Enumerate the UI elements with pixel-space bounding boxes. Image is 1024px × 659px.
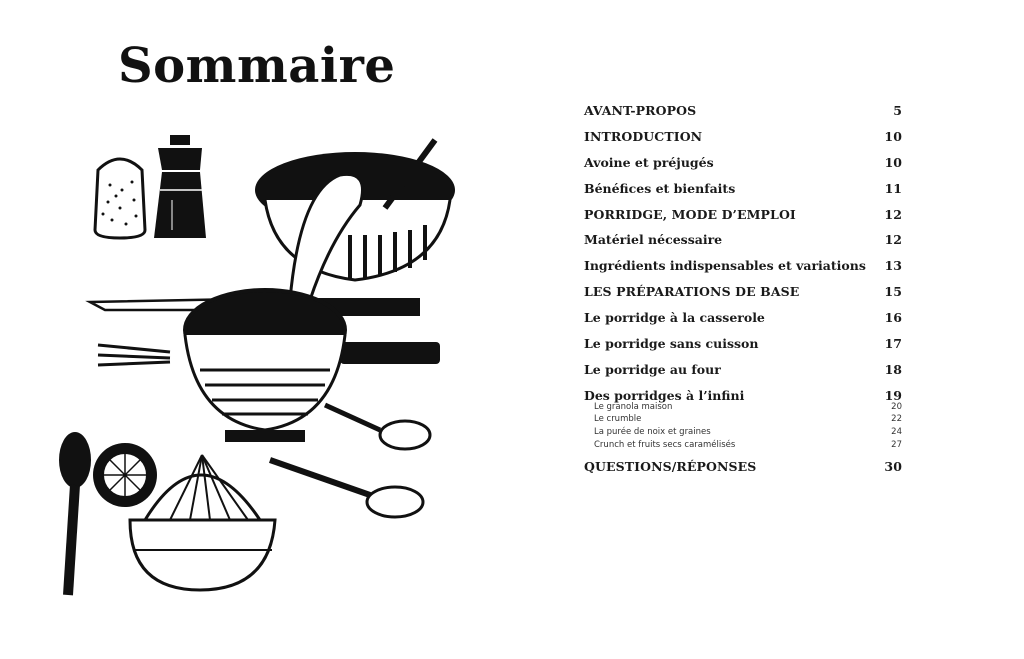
lemon-icon bbox=[93, 443, 157, 507]
toc-entry[interactable] bbox=[584, 230, 902, 256]
kitchen-illustration bbox=[50, 130, 490, 610]
toc-entry-label: LES PRÉPARATIONS DE BASE bbox=[584, 284, 800, 300]
toc-entry-label: PORRIDGE, MODE D’EMPLOI bbox=[584, 206, 796, 222]
toc-entry-page: 16 bbox=[884, 310, 902, 326]
toc-subentry-page: 24 bbox=[891, 427, 902, 438]
saucepan-icon bbox=[185, 290, 345, 442]
toc-entry-page: 11 bbox=[884, 180, 902, 196]
toc-entry[interactable] bbox=[584, 308, 902, 334]
toc-subentry[interactable] bbox=[584, 413, 902, 426]
toc-entry-page: 5 bbox=[893, 103, 902, 118]
page-title: Sommaire bbox=[118, 38, 396, 94]
toc-subentries bbox=[584, 401, 902, 452]
toc-entry[interactable] bbox=[584, 334, 902, 360]
toc-entry-label: Matériel nécessaire bbox=[584, 232, 723, 248]
toc-entry-page: 10 bbox=[884, 128, 902, 144]
bowl-icon bbox=[255, 140, 455, 300]
toc-entry[interactable] bbox=[584, 282, 902, 308]
toc-entry-page: 12 bbox=[884, 206, 902, 222]
toc-entry-page: 18 bbox=[884, 361, 902, 377]
toc-entry-label: Le porridge au four bbox=[584, 361, 721, 377]
toc-entry[interactable] bbox=[584, 360, 902, 386]
salt-shaker-icon bbox=[95, 159, 145, 238]
pepper-mill-icon bbox=[154, 135, 206, 238]
toc-entry-label: Bénéfices et bienfaits bbox=[584, 180, 736, 196]
toc-subentry-label: Le granola maison bbox=[594, 401, 673, 412]
toc-entry[interactable] bbox=[584, 457, 902, 483]
toc-entry[interactable] bbox=[584, 153, 902, 179]
toc-subentry-label: Crunch et fruits secs caramélisés bbox=[594, 439, 736, 450]
toc-entry-page: 10 bbox=[884, 154, 902, 170]
toc-entry-page: 15 bbox=[884, 284, 902, 300]
toc-entry-label: QUESTIONS/RÉPONSES bbox=[584, 459, 757, 475]
toc-entry-page: 19 bbox=[884, 387, 902, 403]
toc-entry[interactable] bbox=[584, 256, 902, 282]
toc-entry[interactable] bbox=[584, 127, 902, 153]
toc-entry-label: Ingrédients indispensables et variations bbox=[584, 258, 866, 274]
toc-subentry-label: La purée de noix et graines bbox=[594, 427, 711, 438]
toc-subentry[interactable] bbox=[584, 426, 902, 439]
toc-entry-label: Des porridges à l’infini bbox=[584, 387, 745, 403]
toc-subentry[interactable] bbox=[584, 439, 902, 452]
toc-entry-label: Le porridge sans cuisson bbox=[584, 336, 759, 352]
toc-entry[interactable] bbox=[584, 179, 902, 205]
toc-subentry-page: 20 bbox=[891, 401, 902, 412]
toc-entry[interactable] bbox=[584, 205, 902, 231]
toc-entry-label: Avoine et préjugés bbox=[584, 154, 714, 170]
toc-entry-page: 13 bbox=[884, 258, 902, 274]
toc-entry-label: INTRODUCTION bbox=[584, 128, 703, 144]
toc-subentry-label: Le crumble bbox=[594, 414, 642, 425]
table-of-contents bbox=[584, 101, 902, 483]
toc-entry-page: 12 bbox=[884, 232, 902, 248]
toc-entry-page: 30 bbox=[884, 459, 902, 475]
toc-entry[interactable] bbox=[584, 101, 902, 127]
toc-subentry-page: 22 bbox=[891, 414, 902, 425]
toc-entry-label: AVANT-PROPOS bbox=[584, 103, 697, 118]
toc-entry-label: Le porridge à la casserole bbox=[584, 310, 765, 326]
toc-entry-page: 17 bbox=[884, 336, 902, 352]
toc-subentry-page: 27 bbox=[891, 439, 902, 450]
